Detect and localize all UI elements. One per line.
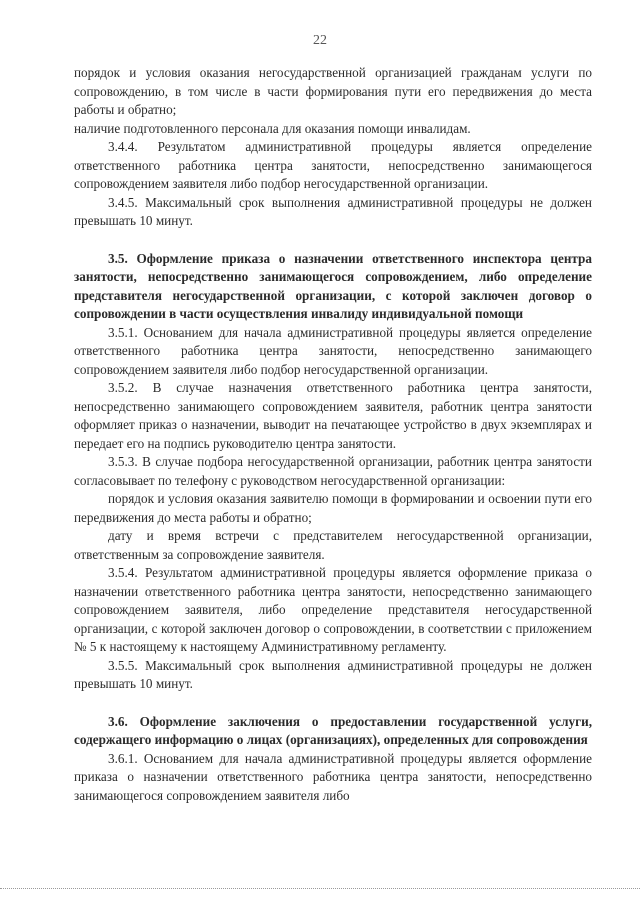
page-bottom-divider <box>0 888 640 889</box>
paragraph: порядок и условия оказания заявителю помощи в формировании и освоении пути его передвижения до места работы и обратно; <box>74 491 592 525</box>
paragraph: 3.5.3. В случае подбора негосударственной организации, работник центра занятости согласовывает по телефону с руководством негосударственной организации: <box>74 454 592 488</box>
paragraph: 3.4.5. Максимальный срок выполнения административной процедуры не должен превышать 10 минут. <box>74 194 592 228</box>
paragraph: дату и время встречи с представителем негосударственной организации, ответственным за сопровождение заявителя. <box>74 528 592 562</box>
section-heading: 3.6. Оформление заключения о предоставлении государственной услуги, содержащего информацию о лицах (организациях), определенных для сопровождения <box>74 713 592 747</box>
paragraph: 3.6.1. Основанием для начала административной процедуры является оформление приказа о назначении ответственного работника центра занятости, непосредственно занимающегося сопровождением заявителя либо <box>74 750 592 803</box>
paragraph: 3.5.2. В случае назначения ответственного работника центра занятости, непосредственно занимающего сопровождением заявителя, работник центра занятости оформляет приказ о назначении, выводит на печатающее устройство в двух экземплярах и передает его на подпись руководителю центра занятости. <box>74 380 592 451</box>
paragraph: 3.5.4. Результатом административной процедуры является оформление приказа о назначении ответственного работника центра занятости, непосредственно занимающего сопровождением заявителя, либо определение представителя негосударственной организации, с которой заключен договор о сопровождении, в соответствии с приложением № 5 к настоящему к настоящему Административному регламенту. <box>74 565 592 654</box>
paragraph: порядок и условия оказания негосударственной организацией гражданам услуги по сопровождению, в том числе в части формирования пути его передвижения до места работы и обратно; <box>74 65 592 117</box>
section-heading: 3.5. Оформление приказа о назначении ответственного инспектора центра занятости, непосредственно занимающегося сопровождением, либо определение представителя негосударственной организации, с которой заключен договор о сопровождении в части осуществления инвалиду индивидуальной помощи <box>74 250 592 321</box>
paragraph: 3.5.1. Основанием для начала административной процедуры является определение ответственного работника центра занятости, непосредственно занимающего сопровождением заявителя либо подбор негосударственной организации. <box>74 324 592 377</box>
paragraph: 3.4.4. Результатом административной процедуры является определение ответственного работника центра занятости, непосредственно занимающегося сопровождением заявителя либо подбор негосударственной организации. <box>74 139 592 191</box>
paragraph: 3.5.5. Максимальный срок выполнения административной процедуры не должен превышать 10 минут. <box>74 657 592 691</box>
page-content <box>74 64 592 805</box>
page-number: 22 <box>313 33 327 48</box>
paragraph: наличие подготовленного персонала для оказания помощи инвалидам. <box>74 120 471 136</box>
